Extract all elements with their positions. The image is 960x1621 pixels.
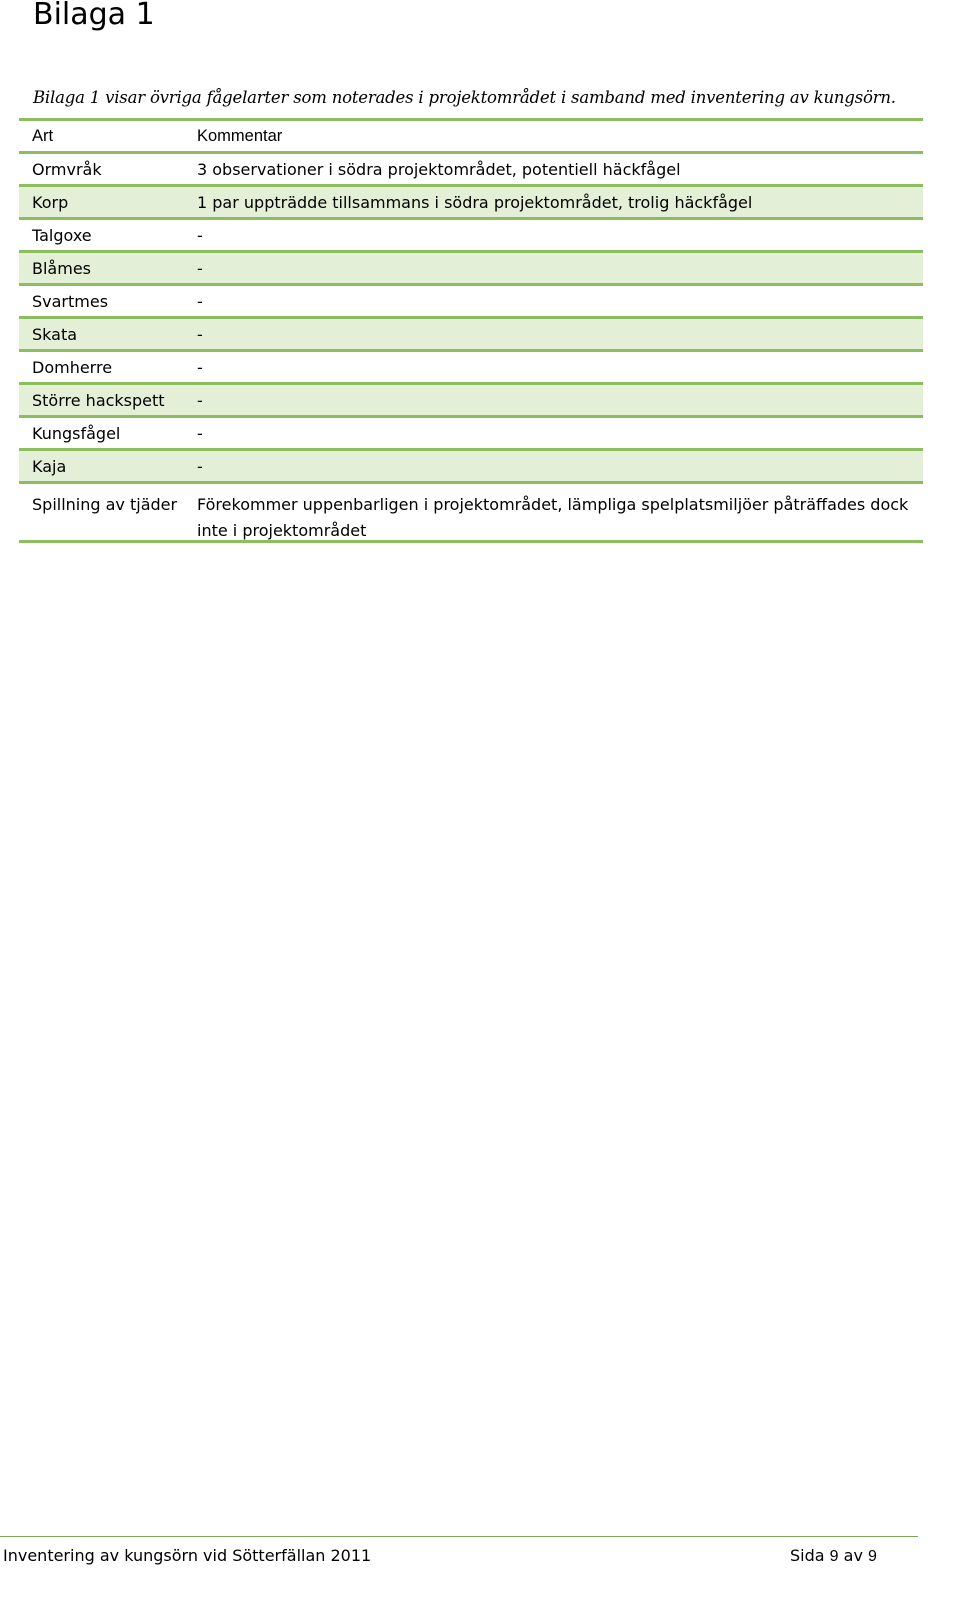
header-art: Art [32, 126, 54, 145]
table-row [19, 385, 923, 418]
table-row [19, 319, 923, 352]
cell-kommentar: - [197, 423, 203, 443]
cell-art: Större hackspett [32, 390, 165, 410]
cell-art: Domherre [32, 357, 113, 377]
table-row [19, 253, 923, 286]
page-title: Bilaga 1 [33, 0, 155, 32]
page-separator: av [843, 1546, 863, 1565]
table-row [19, 220, 923, 253]
cell-art: Kungsfågel [32, 423, 121, 443]
table-header-row [19, 121, 923, 154]
intro-text: Bilaga 1 visar övriga fågelarter som noterades i projektområdet i samband med inventering av kungsörn. [33, 88, 896, 107]
page-current: 9 [829, 1548, 839, 1565]
cell-art: Spillning av tjäder [32, 495, 178, 514]
cell-art: Talgoxe [32, 225, 92, 245]
cell-art: Skata [32, 324, 78, 344]
cell-kommentar: - [197, 456, 203, 476]
cell-kommentar: 1 par uppträdde tillsammans i södra projektområdet, trolig häckfågel [197, 192, 753, 212]
cell-kommentar: - [197, 258, 203, 278]
cell-art: Blåmes [32, 258, 91, 278]
table-row [19, 451, 923, 484]
cell-art: Kaja [32, 456, 67, 476]
table-row [19, 484, 923, 543]
page-total: 9 [868, 1548, 877, 1565]
table-row [19, 154, 923, 187]
footer-divider [0, 1536, 918, 1537]
cell-kommentar: - [197, 225, 203, 245]
species-table [19, 118, 923, 543]
cell-art: Korp [32, 192, 69, 212]
cell-kommentar: - [197, 324, 203, 344]
cell-art: Ormvråk [32, 159, 102, 179]
cell-kommentar: - [197, 291, 203, 311]
cell-kommentar: - [197, 357, 203, 377]
cell-kommentar: - [197, 390, 203, 410]
footer-document-title: Inventering av kungsörn vid Sötterfällan 2011 [3, 1546, 372, 1565]
cell-kommentar: 3 observationer i södra projektområdet, potentiell häckfågel [197, 159, 681, 179]
table-row [19, 286, 923, 319]
footer-page-number [790, 1546, 877, 1566]
table-row [19, 418, 923, 451]
table-row [19, 352, 923, 385]
cell-kommentar: Förekommer uppenbarligen i projektområdet, lämpliga spelplatsmiljöer påträffades dock inte i projektområdet [197, 495, 909, 540]
table-row [19, 187, 923, 220]
page-prefix: Sida [790, 1546, 825, 1565]
header-kommentar: Kommentar [197, 126, 283, 145]
cell-art: Svartmes [32, 291, 109, 311]
